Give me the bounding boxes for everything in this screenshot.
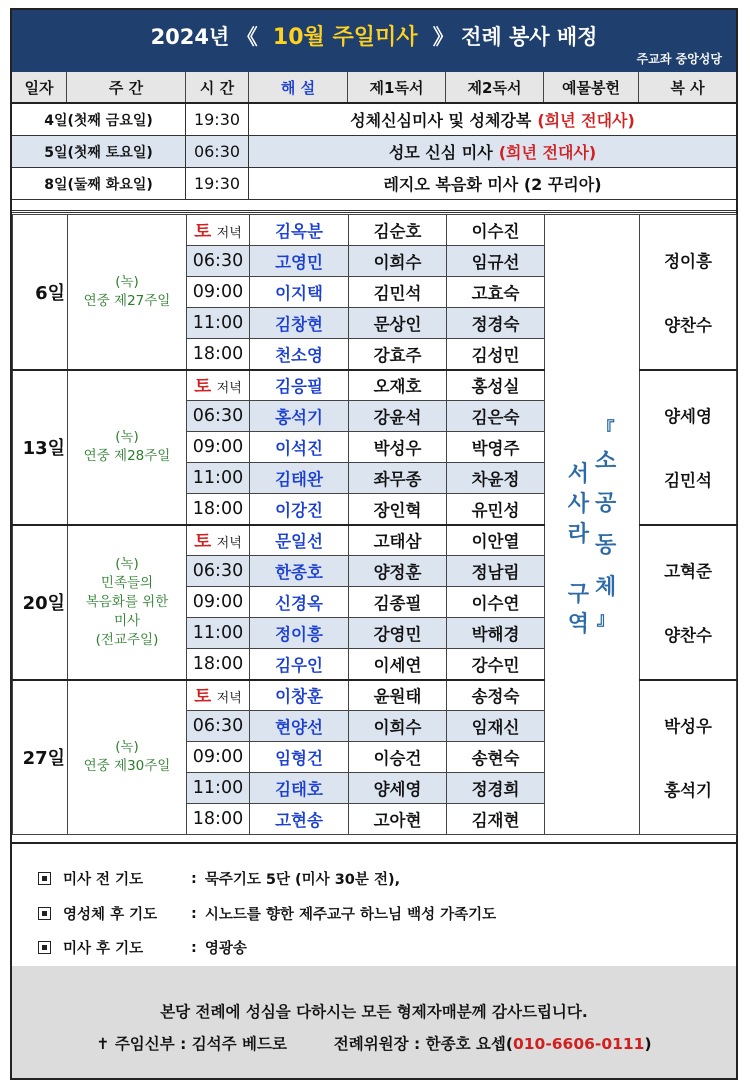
reading2-name: 정경숙 [447, 308, 545, 339]
mass-time: 18:00 [187, 649, 250, 680]
reading2-name: 정남림 [447, 556, 545, 587]
note-text: 영광송 [204, 941, 247, 957]
reading1-name: 강효주 [349, 339, 447, 370]
altar-servers [640, 370, 737, 525]
reading2-name: 홍성실 [447, 370, 545, 401]
commentator-name: 김응필 [250, 370, 349, 401]
col-header-date: 일자 [12, 72, 67, 102]
offering-col [595, 419, 616, 631]
special-note: (희년 전대사) [498, 143, 597, 162]
prayer-note [38, 937, 247, 958]
commentator-name: 임형건 [250, 742, 349, 773]
bracket-close: 』 [596, 608, 615, 630]
special-day: 8일(둘째 화요일) [12, 168, 186, 199]
reading1-name: 이희수 [349, 711, 447, 742]
offering-char: 역 [567, 611, 589, 637]
col-header-reading1: 제1독서 [348, 72, 446, 102]
reading2-name: 송정숙 [447, 680, 545, 711]
time-label: 저녁 [216, 380, 242, 396]
note-text: 묵주기도 5단 (미사 30분 전), [204, 872, 401, 888]
title-year: 2024년 [150, 25, 230, 49]
prayer-note [38, 868, 400, 889]
col-header-offering: 예물봉헌 [544, 72, 639, 102]
commentator-name: 고현송 [250, 804, 349, 835]
offering-col [568, 460, 589, 640]
title-close-bracket: 》 [432, 25, 454, 49]
commentator-name: 이석진 [250, 432, 349, 463]
special-desc [249, 136, 736, 167]
reading2-name: 이수연 [447, 587, 545, 618]
saturday-mark: 토 [194, 531, 212, 552]
page-title [12, 20, 736, 51]
reading2-name: 차윤정 [447, 463, 545, 494]
liturgical-week [68, 370, 187, 525]
server-name: 양세영 [664, 407, 712, 426]
note-sep: : [191, 905, 197, 922]
server-name: 홍석기 [664, 781, 712, 801]
mass-date: 27일 [13, 680, 68, 835]
mass-time: 09:00 [187, 587, 250, 618]
offering-char: 구 [567, 581, 589, 607]
thanks-message: 본당 전례에 성심을 다하시는 모든 형제자매분께 감사드립니다. [160, 1003, 588, 1021]
liturgy-line: (녹) [115, 739, 139, 756]
offering-char: 체 [595, 574, 617, 600]
special-time: 06:30 [186, 136, 249, 167]
col-header-time: 시 간 [186, 72, 249, 102]
mass-time: 09:00 [187, 432, 250, 463]
note-sep: : [191, 939, 197, 956]
commentator-name: 김창현 [250, 308, 349, 339]
commentator-name: 이지택 [250, 277, 349, 308]
col-header-server: 복 사 [670, 78, 705, 97]
title-bar [12, 10, 736, 72]
commentator-name: 김우인 [250, 649, 349, 680]
commentator-name: 신경옥 [250, 587, 349, 618]
offering-group [545, 215, 640, 835]
note-sep: : [191, 870, 197, 887]
altar-servers [640, 525, 737, 680]
saturday-mark: 토 [194, 686, 212, 707]
commentator-name: 김태호 [250, 773, 349, 804]
bracket-open: 『 [596, 418, 615, 440]
liturgy-line: (녹) [115, 555, 139, 572]
bullet-icon [38, 907, 51, 920]
offering-char: 사 [567, 491, 589, 517]
special-desc-text: 레지오 복음화 미사 (2 꾸리아) [383, 175, 602, 194]
offering-text [545, 410, 639, 640]
reading1-name: 이승건 [349, 742, 447, 773]
mass-time: 18:00 [187, 494, 250, 525]
commentator-name: 김태완 [250, 463, 349, 494]
mass-time: 06:30 [187, 711, 250, 742]
mass-time: 18:00 [187, 804, 250, 835]
mass-time [187, 525, 250, 556]
server-name: 양찬수 [664, 626, 712, 645]
reading1-name: 좌무종 [349, 463, 447, 494]
reading1-name: 고아현 [349, 804, 447, 835]
pastor-name: 주임신부 : 김석주 베드로 [114, 1035, 287, 1053]
liturgy-line: 연중 제27주일 [83, 292, 171, 309]
cross-icon: ✝ [96, 1035, 110, 1053]
section-divider [12, 210, 736, 213]
special-day: 5일(첫째 토요일) [12, 136, 186, 167]
server-name: 양찬수 [664, 315, 712, 335]
reading1-name: 문상인 [349, 308, 447, 339]
title-open-bracket: 《 [236, 25, 258, 49]
reading2-name: 임규선 [447, 246, 545, 277]
reading1-name: 윤원태 [349, 680, 447, 711]
reading1-name: 김민석 [349, 277, 447, 308]
liturgy-line: 민족들의 [100, 574, 154, 591]
mass-time: 11:00 [187, 773, 250, 804]
note-label: 미사 전 기도 [63, 872, 144, 888]
column-header-row [12, 72, 736, 104]
reading1-name: 김종필 [349, 587, 447, 618]
mass-time: 11:00 [187, 308, 250, 339]
reading2-name: 박해경 [447, 618, 545, 649]
reading1-name: 양세영 [349, 773, 447, 804]
col-header-reading2: 제2독서 [446, 72, 544, 102]
mass-time [187, 215, 250, 246]
commentator-name: 김옥분 [250, 215, 349, 246]
phone-close: ) [644, 1035, 652, 1053]
liturgy-line: 미사 [113, 612, 141, 629]
special-note: (희년 전대사) [537, 111, 635, 130]
reading1-name: 강영민 [349, 618, 447, 649]
server-name: 김민석 [664, 471, 712, 490]
commentator-name: 정이흥 [250, 618, 349, 649]
mass-date: 13일 [13, 370, 68, 525]
mass-time: 09:00 [187, 277, 250, 308]
special-day: 4일(첫째 금요일) [12, 104, 186, 135]
prayer-notes [12, 842, 736, 974]
reading2-name: 박영주 [447, 432, 545, 463]
note-text: 시노드를 향한 제주교구 하느님 백성 가족기도 [204, 907, 497, 923]
reading2-name: 유민성 [447, 494, 545, 525]
special-mass-row [12, 136, 736, 168]
reading2-name: 김재현 [447, 804, 545, 835]
liturgical-week [68, 525, 187, 680]
table-row [13, 215, 737, 246]
liturgy-line: 연중 제28주일 [83, 448, 171, 464]
time-label: 저녁 [216, 225, 242, 241]
server-name: 고혁준 [664, 562, 712, 581]
title-highlight: 10월 주일미사 [272, 25, 418, 50]
mass-time: 06:30 [187, 246, 250, 277]
mass-date: 6일 [13, 215, 68, 370]
liturgy-line: (녹) [115, 273, 139, 290]
special-time: 19:30 [186, 168, 249, 199]
mass-time: 11:00 [187, 618, 250, 649]
reading2-name: 이안열 [447, 525, 545, 556]
commentator-name: 고영민 [250, 246, 349, 277]
prayer-note [38, 903, 496, 924]
altar-servers [640, 215, 737, 370]
mass-time: 11:00 [187, 463, 250, 494]
offering-char: 공 [595, 490, 617, 516]
footer [12, 966, 736, 1078]
reading2-name: 정경희 [447, 773, 545, 804]
sunday-schedule-table [12, 214, 737, 835]
chair-name: 전례위원장 : 한종호 요셉( [333, 1035, 513, 1053]
schedule-sheet [10, 8, 738, 1080]
server-name: 정이흥 [664, 251, 712, 271]
reading2-name: 송현숙 [447, 742, 545, 773]
reading2-name: 고효숙 [447, 277, 545, 308]
reading1-name: 오재호 [349, 370, 447, 401]
mass-time [187, 680, 250, 711]
col-header-week: 주 간 [67, 72, 186, 102]
reading2-name: 이수진 [447, 215, 545, 246]
reading1-name: 박성우 [349, 432, 447, 463]
contact-line [12, 1032, 736, 1054]
reading2-name: 김은숙 [447, 401, 545, 432]
time-label: 저녁 [216, 690, 242, 706]
commentator-name: 현양선 [250, 711, 349, 742]
time-label: 저녁 [216, 535, 242, 551]
liturgy-line: (녹) [115, 429, 139, 445]
mass-time: 18:00 [187, 339, 250, 370]
offering-char: 동 [595, 532, 617, 558]
reading2-name: 김성민 [447, 339, 545, 370]
reading1-name: 이세연 [349, 649, 447, 680]
reading1-name: 장인혁 [349, 494, 447, 525]
title-rest: 전례 봉사 배정 [461, 25, 598, 49]
offering-char: 소 [595, 448, 617, 474]
commentator-name: 문일선 [250, 525, 349, 556]
special-desc-text: 성모 신심 미사 [388, 143, 493, 162]
phone-number[interactable]: 010-6606-0111 [512, 1035, 645, 1053]
offering-char: 라 [567, 521, 589, 547]
mass-time: 06:30 [187, 401, 250, 432]
reading1-name: 이희수 [349, 246, 447, 277]
special-desc [249, 104, 736, 135]
bullet-icon [38, 941, 51, 954]
commentator-name: 이강진 [250, 494, 349, 525]
mass-time [187, 370, 250, 401]
reading2-name: 임재신 [447, 711, 545, 742]
special-mass-row [12, 104, 736, 136]
parish-name: 주교좌 중앙성당 [636, 52, 722, 66]
mass-date: 20일 [13, 525, 68, 680]
commentator-name: 천소영 [250, 339, 349, 370]
reading1-name: 김순호 [349, 215, 447, 246]
col-header-commentator: 해 설 [249, 72, 348, 102]
reading2-name: 강수민 [447, 649, 545, 680]
saturday-mark: 토 [194, 221, 212, 242]
liturgy-line: (전교주일) [95, 631, 159, 648]
commentator-name: 이창훈 [250, 680, 349, 711]
note-label: 영성체 후 기도 [63, 907, 158, 923]
note-label: 미사 후 기도 [63, 941, 144, 957]
server-name: 박성우 [664, 717, 712, 737]
special-time: 19:30 [186, 104, 249, 135]
reading1-name: 양정훈 [349, 556, 447, 587]
offering-char: 서 [567, 461, 589, 487]
reading1-name: 고태삼 [349, 525, 447, 556]
special-desc-text: 성체신심미사 및 성체강복 [350, 111, 532, 130]
saturday-mark: 토 [194, 376, 212, 397]
bullet-icon [38, 872, 51, 885]
liturgy-line: 연중 제30주일 [83, 758, 171, 775]
commentator-name: 홍석기 [250, 401, 349, 432]
reading1-name: 강윤석 [349, 401, 447, 432]
liturgical-week [68, 215, 187, 370]
mass-time: 09:00 [187, 742, 250, 773]
special-desc [249, 168, 736, 199]
special-mass-row [12, 168, 736, 200]
liturgical-week [68, 680, 187, 835]
mass-time: 06:30 [187, 556, 250, 587]
altar-servers [640, 680, 737, 835]
commentator-name: 한종호 [250, 556, 349, 587]
liturgy-line: 복음화를 위한 [85, 593, 169, 610]
